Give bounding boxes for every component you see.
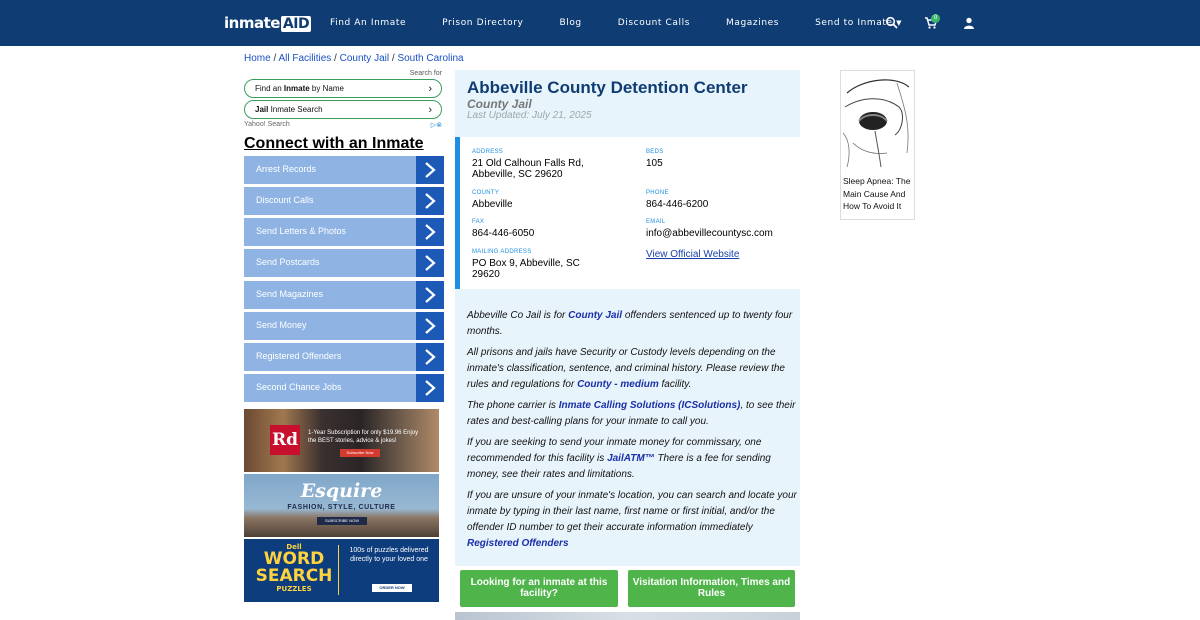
breadcrumb-south-carolina[interactable]: South Carolina (397, 53, 464, 64)
breadcrumb-county-jail[interactable]: County Jail (339, 53, 390, 64)
chevron-right-icon (416, 312, 444, 340)
nav-magazines[interactable]: Magazines (726, 18, 780, 28)
word-search-ad[interactable] (244, 539, 439, 602)
mailing-address-label: MAILING ADDRESS (472, 249, 532, 255)
rd-subscribe-button[interactable]: Subscribe Now (340, 449, 380, 457)
facility-type: County Jail (467, 97, 532, 111)
jailatm-link[interactable]: JailATM™ (607, 453, 655, 464)
service-send-postcards[interactable]: Send Postcards (244, 249, 444, 277)
email-value: info@abbevillecountysc.com (646, 228, 773, 239)
ad-choices-icon[interactable]: ▷⊗ (430, 122, 442, 129)
caret-down-icon: ▼ (896, 19, 903, 27)
service-second-chance-jobs[interactable]: Second Chance Jobs (244, 374, 444, 402)
address-label: ADDRESS (472, 149, 504, 155)
chevron-right-icon (416, 343, 444, 371)
breadcrumb-home[interactable]: Home (244, 53, 271, 64)
esquire-subscribe-button[interactable]: SUBSCRIBE NOW (317, 517, 367, 525)
word-search-text: 100s of puzzles delivered directly to your loved one (349, 547, 429, 563)
phone-carrier-link[interactable]: Inmate Calling Solutions (ICSolutions) (558, 400, 741, 411)
sleep-apnea-ad[interactable] (840, 70, 915, 220)
search-icon[interactable] (885, 16, 899, 30)
nav-discount-calls[interactable]: Discount Calls (617, 18, 691, 28)
chevron-right-icon (416, 374, 444, 402)
phone-value: 864-446-6200 (646, 199, 709, 210)
county-label: COUNTY (472, 190, 500, 196)
facility-info-box (455, 137, 800, 289)
looking-for-inmate-button[interactable]: Looking for an inmate at this facility? (460, 570, 618, 607)
address-value: 21 Old Calhoun Falls Rd, Abbeville, SC 29620 (472, 158, 584, 180)
esquire-tagline: FASHION, STYLE, CULTURE (287, 504, 396, 511)
esquire-ad[interactable] (244, 474, 439, 537)
rd-ad-text: 1-Year Subscription for only $19.96 Enjoy the BEST stories, advice & jokes! (308, 430, 419, 444)
readers-digest-ad[interactable] (244, 409, 439, 472)
facility-title: Abbeville County Detention Center (467, 78, 748, 97)
chevron-right-icon (416, 249, 444, 277)
registered-offenders-link[interactable]: Registered Offenders (467, 538, 569, 549)
mailing-address-value: PO Box 9, Abbeville, SC 29620 (472, 258, 580, 280)
security-level-link[interactable]: County - medium (577, 379, 659, 390)
service-send-letters[interactable]: Send Letters & Photos (244, 218, 444, 246)
cart-count-badge: 0 (931, 14, 940, 23)
word-search-logo: Dell WORD SEARCH PUZZLES (255, 543, 333, 593)
top-navbar (0, 0, 1200, 46)
main-nav (330, 0, 938, 46)
nav-blog[interactable]: Blog (559, 18, 582, 28)
site-logo[interactable]: inmate AID (224, 14, 310, 32)
nav-find-inmate[interactable]: Find An Inmate (330, 18, 407, 28)
description-paragraph-5: If you are unsure of your inmate's location, you can search and locate your inmate by typing in their last name, first name or first initial, and/or the offender ID number to get their accurate information immediately Registered Offenders (467, 490, 797, 549)
search-for-label: Search for (409, 70, 442, 77)
chevron-right-icon (416, 187, 444, 215)
visitation-info-button[interactable]: Visitation Information, Times and Rules (628, 570, 795, 607)
service-send-money[interactable]: Send Money (244, 312, 444, 340)
description-paragraph-1: Abbeville Co Jail is for County Jail offenders sentenced up to twenty four months. (467, 310, 793, 337)
service-arrest-records[interactable]: Arrest Records (244, 156, 444, 184)
last-updated: Last Updated: July 21, 2025 (467, 110, 592, 121)
bottom-image-strip (455, 612, 800, 620)
chevron-right-icon: › (428, 83, 432, 95)
county-value: Abbeville (472, 199, 513, 210)
nav-send-to-inmate[interactable]: Send to Inmate ▼ (815, 18, 903, 28)
fax-value: 864-446-6050 (472, 228, 535, 239)
beds-value: 105 (646, 158, 663, 169)
service-discount-calls[interactable]: Discount Calls (244, 187, 444, 215)
description-paragraph-4: If you are seeking to send your inmate money for commissary, one recommended for this facility is JailATM™ There is a fee for sending money, see their rates and limitations. (467, 437, 771, 480)
service-send-magazines[interactable]: Send Magazines (244, 281, 444, 309)
official-website-link[interactable]: View Official Website (646, 249, 740, 260)
user-icon[interactable] (962, 16, 976, 30)
breadcrumb-all-facilities[interactable]: All Facilities (278, 53, 332, 64)
esquire-logo: Esquire (300, 480, 383, 502)
fax-label: FAX (472, 219, 485, 225)
service-registered-offenders[interactable]: Registered Offenders (244, 343, 444, 371)
phone-label: PHONE (646, 190, 669, 196)
search-option-inmate-name[interactable]: Find an Inmate by Name › (244, 79, 442, 98)
nav-prison-directory[interactable]: Prison Directory (442, 18, 524, 28)
ad-caption[interactable]: Sleep Apnea: The Main Cause And How To Avoid It (843, 176, 911, 211)
beds-label: BEDS (646, 149, 664, 155)
chevron-right-icon: › (428, 104, 432, 116)
description-paragraph-3: The phone carrier is Inmate Calling Solutions (ICSolutions), to see their rates and best-calling plans for your inmate to call you. (467, 400, 796, 427)
chevron-right-icon (416, 281, 444, 309)
county-jail-link[interactable]: County Jail (568, 310, 623, 321)
email-label: EMAIL (646, 219, 666, 225)
yahoo-footer: Yahoo! Search ▷⊗ (244, 121, 442, 129)
description-paragraph-2: All prisons and jails have Security or Custody levels depending on the inmate's classification, sentence, and criminal history. Please review the rules and regulations for County - medium facility. (467, 347, 785, 390)
ad-illustration (843, 73, 914, 169)
yahoo-search-widget (244, 70, 442, 132)
chevron-right-icon (416, 156, 444, 184)
chevron-right-icon (416, 218, 444, 246)
connect-heading[interactable]: Connect with an Inmate (244, 135, 424, 152)
readers-digest-logo: Rd (270, 425, 300, 455)
breadcrumb: Home / All Facilities / County Jail / South Carolina (244, 53, 464, 64)
word-search-order-button[interactable]: ORDER NOW (372, 584, 412, 592)
ad-divider (338, 545, 339, 595)
search-option-jail-inmate[interactable]: Jail Inmate Search › (244, 100, 442, 119)
